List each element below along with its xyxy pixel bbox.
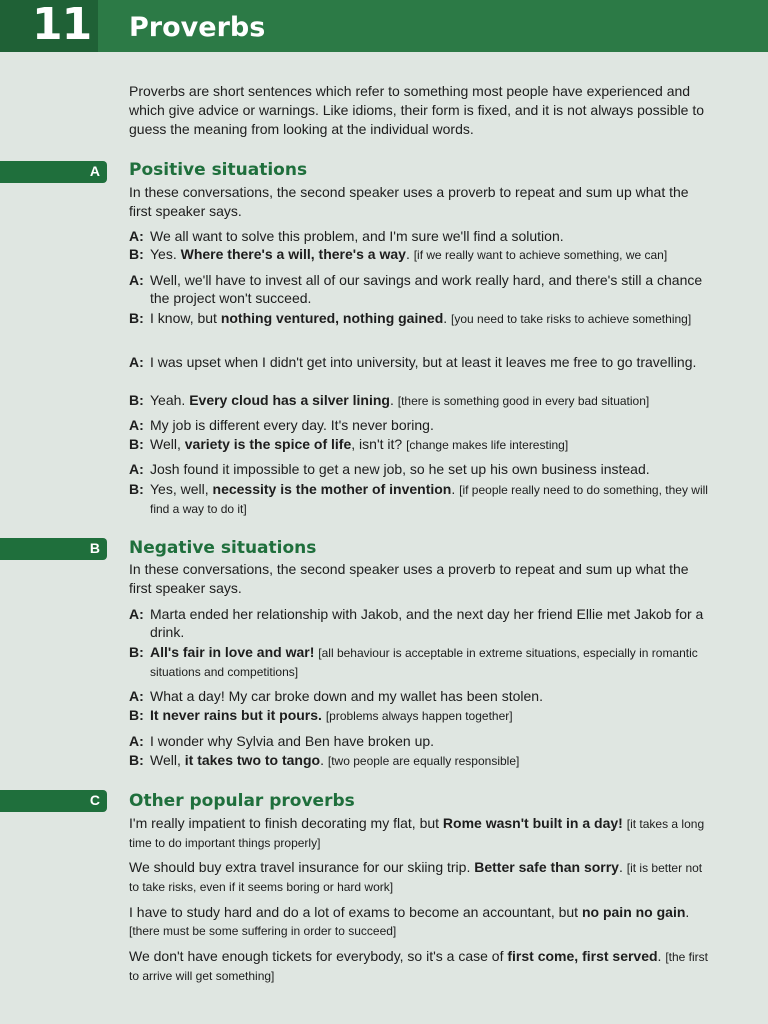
section-a-letter: A — [89, 163, 100, 179]
dialogue-text: My job is different every day. It's never boring. — [150, 417, 434, 433]
speaker-b-label: B: — [129, 392, 144, 408]
text-pre: We don't have enough tickets for everybody, so it's a case of — [129, 948, 508, 964]
speaker-a-label: A: — [129, 688, 144, 704]
meaning-note: [it takes a long time to do important things properly] — [129, 817, 705, 850]
proverb: variety is the spice of life — [184, 436, 352, 452]
meaning-note: [if we really want to achieve something, we can] — [413, 248, 668, 262]
section-b-heading: Negative situations — [129, 538, 317, 558]
dialogue-a2-line-a — [129, 271, 714, 307]
dialogue-text: Marta ended her relationship with Jakob, and the next day her friend Ellie met Jakob for a drink. — [150, 606, 704, 640]
section-c-letter: C — [89, 792, 100, 808]
text-pre: Yeah. — [150, 392, 190, 408]
proverb: All's fair in love and war! — [150, 644, 315, 660]
section-b-tab — [0, 538, 107, 560]
speaker-a-label: A: — [129, 272, 144, 288]
proverb: nothing ventured, nothing gained — [220, 310, 444, 326]
dialogue-text: Well, we'll have to invest all of our savings and work really hard, and there's still a chance the project won't succeed. — [150, 272, 703, 306]
text-post: . — [389, 392, 398, 408]
dialogue-text: I was upset when I didn't get into university, but at least it leaves me free to go travelling. — [150, 354, 697, 370]
dialogue-a3-line-a — [129, 353, 714, 371]
speaker-b-label: B: — [129, 644, 144, 660]
section-b-intro: In these conversations, the second speaker uses a proverb to repeat and sum up what the first speaker says. — [129, 561, 689, 596]
dialogue-a1-line-a — [129, 227, 714, 245]
speaker-a-label: A: — [129, 733, 144, 749]
speaker-b-label: B: — [129, 752, 144, 768]
meaning-note: [problems always happen together] — [325, 709, 513, 723]
text-pre: I know, but — [150, 310, 221, 326]
dialogue-b2-line-a — [129, 687, 714, 705]
dialogue-text — [129, 480, 714, 518]
section-c-tab — [0, 790, 107, 812]
text-post: . — [685, 904, 690, 920]
intro-paragraph: Proverbs are short sentences which refer to something most people have experienced and which give advice or warnings. Like idioms, their form is fixed, and it is not always possible to guess the meaning from looking at the individual words. — [129, 83, 705, 137]
dialogue-text: I wonder why Sylvia and Ben have broken up. — [150, 733, 435, 749]
unit-number-box — [0, 0, 98, 52]
speaker-b-label: B: — [129, 707, 144, 723]
dialogue-a1-line-b — [129, 245, 714, 264]
meaning-note: [there must be some suffering in order to succeed] — [129, 924, 397, 938]
text-pre: I have to study hard and do a lot of exams to become an accountant, but — [129, 904, 582, 920]
speaker-a-label: A: — [129, 606, 144, 622]
dialogue-text — [129, 309, 714, 328]
proverb-item — [129, 814, 714, 852]
text-post: . — [443, 310, 452, 326]
section-a-intro: In these conversations, the second speaker uses a proverb to repeat and sum up what the first speaker says. — [129, 184, 689, 219]
section-a-tab — [0, 161, 107, 183]
proverb: it takes two to tango — [184, 752, 321, 768]
dialogue-a5-line-b — [129, 480, 714, 518]
proverb-item — [129, 903, 714, 940]
proverb-item — [129, 947, 714, 985]
speaker-a-label: A: — [129, 461, 144, 477]
header-bar — [0, 0, 768, 52]
section-b-letter: B — [89, 540, 100, 556]
speaker-a-label: A: — [129, 417, 144, 433]
proverb: first come, first served — [507, 948, 658, 964]
text-post: , isn't it? — [351, 436, 407, 452]
dialogue-text: What a day! My car broke down and my wallet has been stolen. — [150, 688, 543, 704]
dialogue-a5-line-a — [129, 460, 714, 478]
text-pre: Well, — [150, 752, 185, 768]
text-post: . — [657, 948, 666, 964]
meaning-note: [you need to take risks to achieve something] — [451, 312, 692, 326]
meaning-note: [all behaviour is acceptable in extreme situations, especially in romantic situations and competitions] — [150, 646, 698, 679]
dialogue-a4-line-a — [129, 416, 714, 434]
dialogue-a2-line-b — [129, 309, 714, 328]
meaning-note: [if people really need to do something, they will find a way to do it] — [150, 483, 708, 516]
dialogue-text — [129, 751, 714, 770]
proverb: necessity is the mother of invention — [212, 481, 452, 497]
speaker-b-label: B: — [129, 436, 144, 452]
meaning-note: [two people are equally responsible] — [327, 754, 520, 768]
text-pre: I'm really impatient to finish decorating my flat, but — [129, 815, 443, 831]
speaker-b-label: B: — [129, 310, 144, 326]
text-pre: We should buy extra travel insurance for our skiing trip. — [129, 859, 475, 875]
section-c-heading: Other popular proverbs — [129, 791, 355, 811]
speaker-b-label: B: — [129, 481, 144, 497]
speaker-b-label: B: — [129, 246, 144, 262]
meaning-note: [change makes life interesting] — [406, 438, 569, 452]
dialogue-b3-line-a — [129, 732, 714, 750]
meaning-note: [it is better not to take risks, even if it seems boring or hard work] — [129, 861, 703, 894]
proverb: no pain no gain — [581, 904, 686, 920]
dialogue-text — [129, 706, 714, 725]
text-post: . — [618, 859, 627, 875]
text-pre: Yes. — [150, 246, 181, 262]
dialogue-text — [129, 391, 714, 410]
dialogue-b2-line-b — [129, 706, 714, 725]
dialogue-text — [129, 245, 714, 264]
proverb-item — [129, 858, 714, 896]
dialogue-text — [129, 643, 714, 681]
text-post: . — [405, 246, 414, 262]
dialogue-a3-line-b — [129, 391, 714, 410]
text-pre: Well, — [150, 436, 185, 452]
unit-title: Proverbs — [129, 12, 266, 43]
dialogue-text — [129, 435, 714, 454]
text-post: . — [451, 481, 460, 497]
meaning-note: [the first to arrive will get something] — [129, 950, 709, 983]
dialogue-b3-line-b — [129, 751, 714, 770]
text-pre: Yes, well, — [150, 481, 213, 497]
meaning-note: [there is something good in every bad situation] — [397, 394, 650, 408]
proverb: Better safe than sorry — [474, 859, 619, 875]
proverb: Rome wasn't built in a day! — [442, 815, 623, 831]
dialogue-text: We all want to solve this problem, and I'm sure we'll find a solution. — [150, 228, 564, 244]
dialogue-a4-line-b — [129, 435, 714, 454]
speaker-a-label: A: — [129, 354, 144, 370]
dialogue-text: Josh found it impossible to get a new job, so he set up his own business instead. — [150, 461, 650, 477]
proverb: It never rains but it pours. — [150, 707, 322, 723]
dialogue-b1-line-a — [129, 605, 714, 641]
proverb: Where there's a will, there's a way — [180, 246, 406, 262]
unit-number: 11 — [32, 0, 92, 50]
text-post: . — [320, 752, 328, 768]
proverb: Every cloud has a silver lining — [189, 392, 390, 408]
dialogue-b1-line-b — [129, 643, 714, 681]
section-a-heading: Positive situations — [129, 160, 308, 180]
speaker-a-label: A: — [129, 228, 144, 244]
